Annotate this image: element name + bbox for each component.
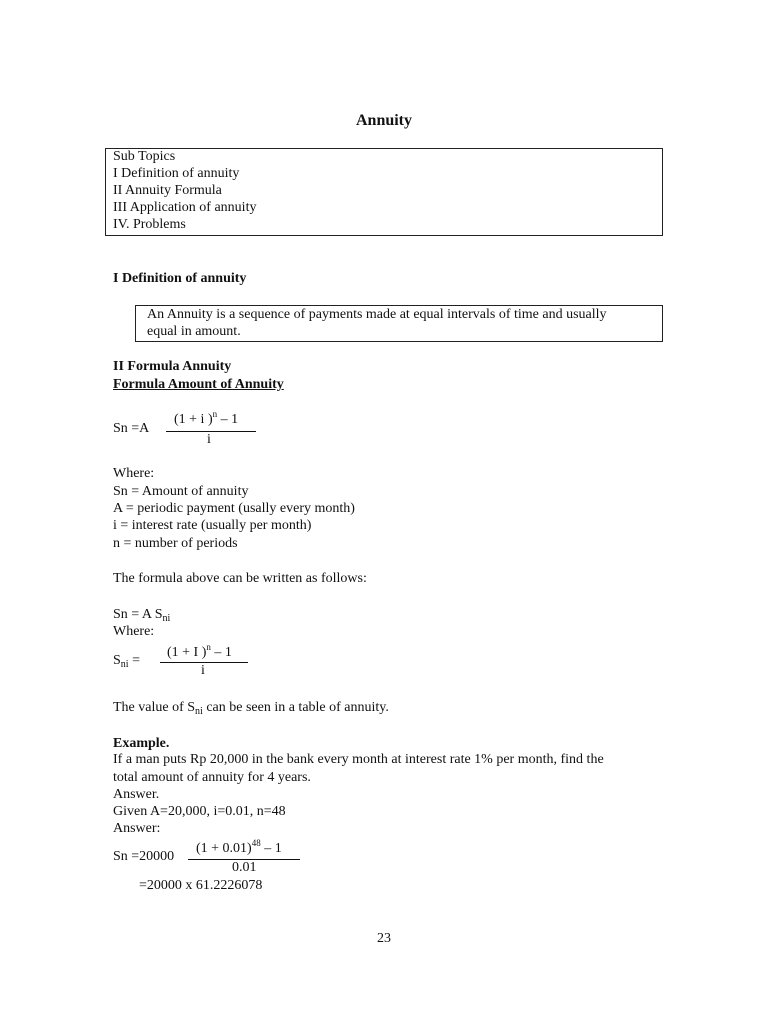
example-result: =20000 x 61.2226078 — [139, 878, 263, 893]
definition-item: n = number of periods — [113, 536, 238, 551]
section1-heading: I Definition of annuity — [113, 271, 247, 286]
definition-box — [135, 305, 663, 342]
definition-line: equal in amount. — [147, 324, 241, 339]
answer-label: Answer. — [113, 787, 160, 802]
where-label: Where: — [113, 466, 155, 481]
formula1-lhs: Sn =A — [113, 421, 150, 436]
formula1-numerator: (1 + i )$^n$ – 1 — [174, 409, 239, 427]
definition-line: An Annuity is a sequence of payments made at equal intervals of time and usually — [147, 307, 607, 322]
example-formula-lhs: Sn =20000 — [113, 849, 175, 864]
subtopic-item: IV. Problems — [113, 217, 186, 232]
formula2: Sn = A $S_{ni}$ — [113, 607, 171, 624]
example-heading: Example. — [113, 736, 170, 751]
given-text: Given A=20,000, i=0.01, n=48 — [113, 804, 286, 819]
example-formula-numerator: $(1 + 0.01)^{48} - 1$ — [196, 838, 282, 856]
example-text: If a man puts Rp 20,000 in the bank every month at interest rate 1% per month, find the — [113, 752, 604, 767]
section2-heading: II Formula Annuity — [113, 359, 232, 374]
subtopic-item: I Definition of annuity — [113, 166, 240, 181]
subtopics-heading: Sub Topics — [113, 149, 176, 164]
formula3-lhs: $S_{ni}$ = — [113, 653, 140, 670]
formula3-denominator: i — [201, 663, 205, 678]
example-text: total amount of annuity for 4 years. — [113, 770, 311, 785]
subtopic-item: II Annuity Formula — [113, 183, 222, 198]
example-formula-denominator: 0.01 — [232, 860, 257, 875]
definition-item: A = periodic payment (usally every month) — [113, 501, 355, 516]
definition-item: i = interest rate (usually per month) — [113, 518, 312, 533]
formula1-fraction-bar — [166, 431, 256, 432]
subtopics-box — [105, 148, 663, 236]
table-note: The value of $S_{ni}$ can be seen in a table of annuity. — [113, 700, 389, 717]
page-number: 23 — [377, 931, 391, 946]
section2-subheading: Formula Amount of Annuity — [113, 377, 284, 392]
written-as-text: The formula above can be written as follows: — [113, 571, 367, 586]
where-label: Where: — [113, 624, 155, 639]
formula1-denominator: i — [207, 432, 211, 447]
page-title: Annuity — [355, 112, 413, 129]
answer-label: Answer: — [113, 821, 161, 836]
subtopic-item: III Application of annuity — [113, 200, 257, 215]
definition-item: Sn = Amount of annuity — [113, 484, 249, 499]
formula3-numerator: (1 + I )$^n$ – 1 — [167, 642, 232, 660]
